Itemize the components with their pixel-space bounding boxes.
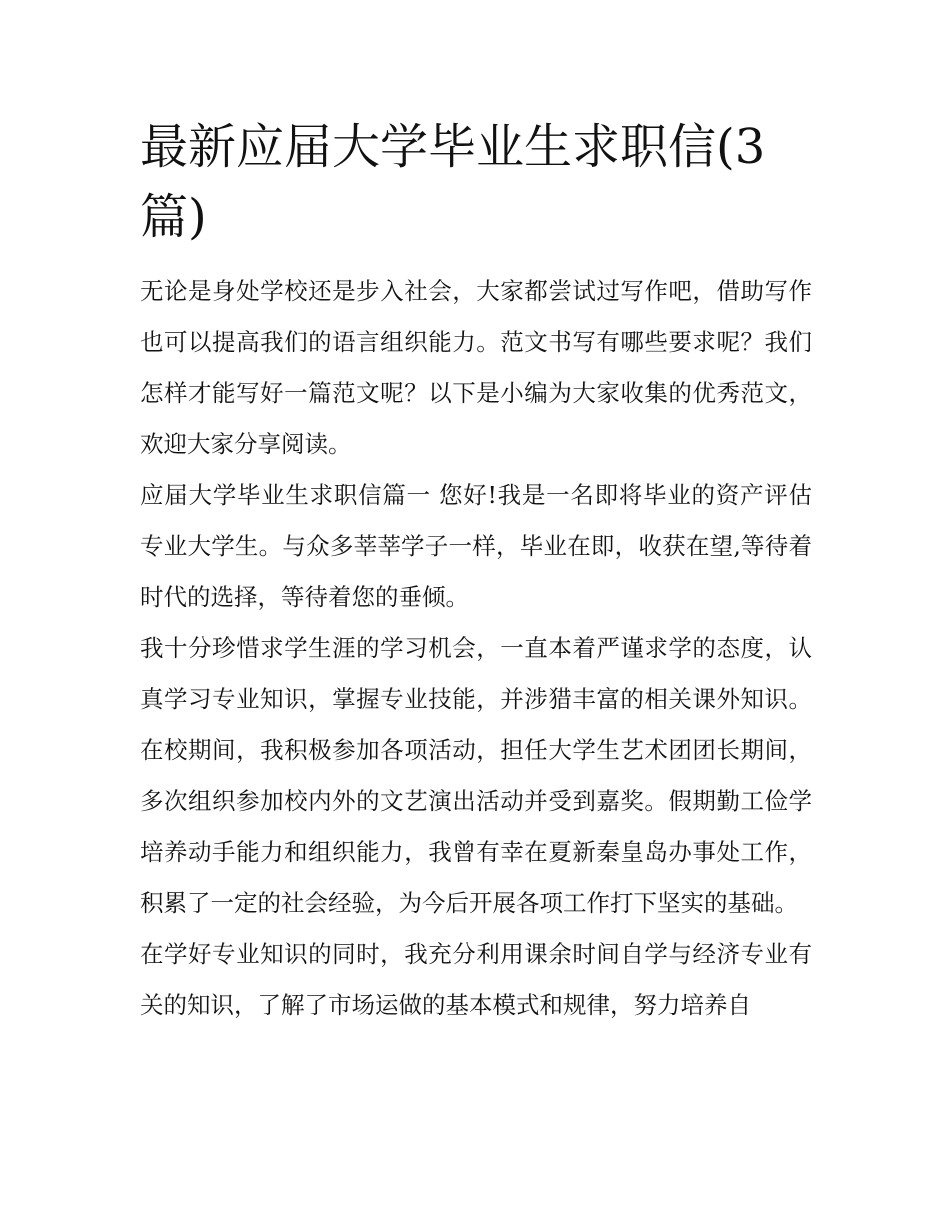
paragraph-self-study: 在学好专业知识的同时，我充分利用课余时间自学与经济专业有关的知识，了解了市场运做的基本模式和规律，努力培养自 bbox=[140, 940, 812, 1019]
paragraph-study-experience: 我十分珍惜求学生涯的学习机会，一直本着严谨求学的态度，认真学习专业知识，掌握专业技能，并涉猎丰富的相关课外知识。在校期间，我积极参加各项活动，担任大学生艺术团团长期间，多次组织参加校内外的文艺演出活动并受到嘉奖。假期勤工俭学培养动手能力和组织能力，我曾有幸在夏新秦皇岛办事处工作，积累了一定的社会经验，为今后开展各项工作打下坚实的基础。 bbox=[140, 634, 812, 917]
paragraph-intro: 无论是身处学校还是步入社会，大家都尝试过写作吧，借助写作也可以提高我们的语言组织能力。范文书写有哪些要求呢？我们怎样才能写好一篇范文呢？以下是小编为大家收集的优秀范文，欢迎大家分享阅读。 bbox=[140, 277, 812, 458]
paragraph-letter-opening: 应届大学毕业生求职信篇一 您好!我是一名即将毕业的资产评估专业大学生。与众多莘莘学子一样，毕业在即，收获在望,等待着时代的选择，等待着您的垂倾。 bbox=[140, 481, 812, 611]
document-title: 最新应届大学毕业生求职信(3篇) bbox=[140, 119, 766, 245]
document-body bbox=[140, 112, 812, 1031]
